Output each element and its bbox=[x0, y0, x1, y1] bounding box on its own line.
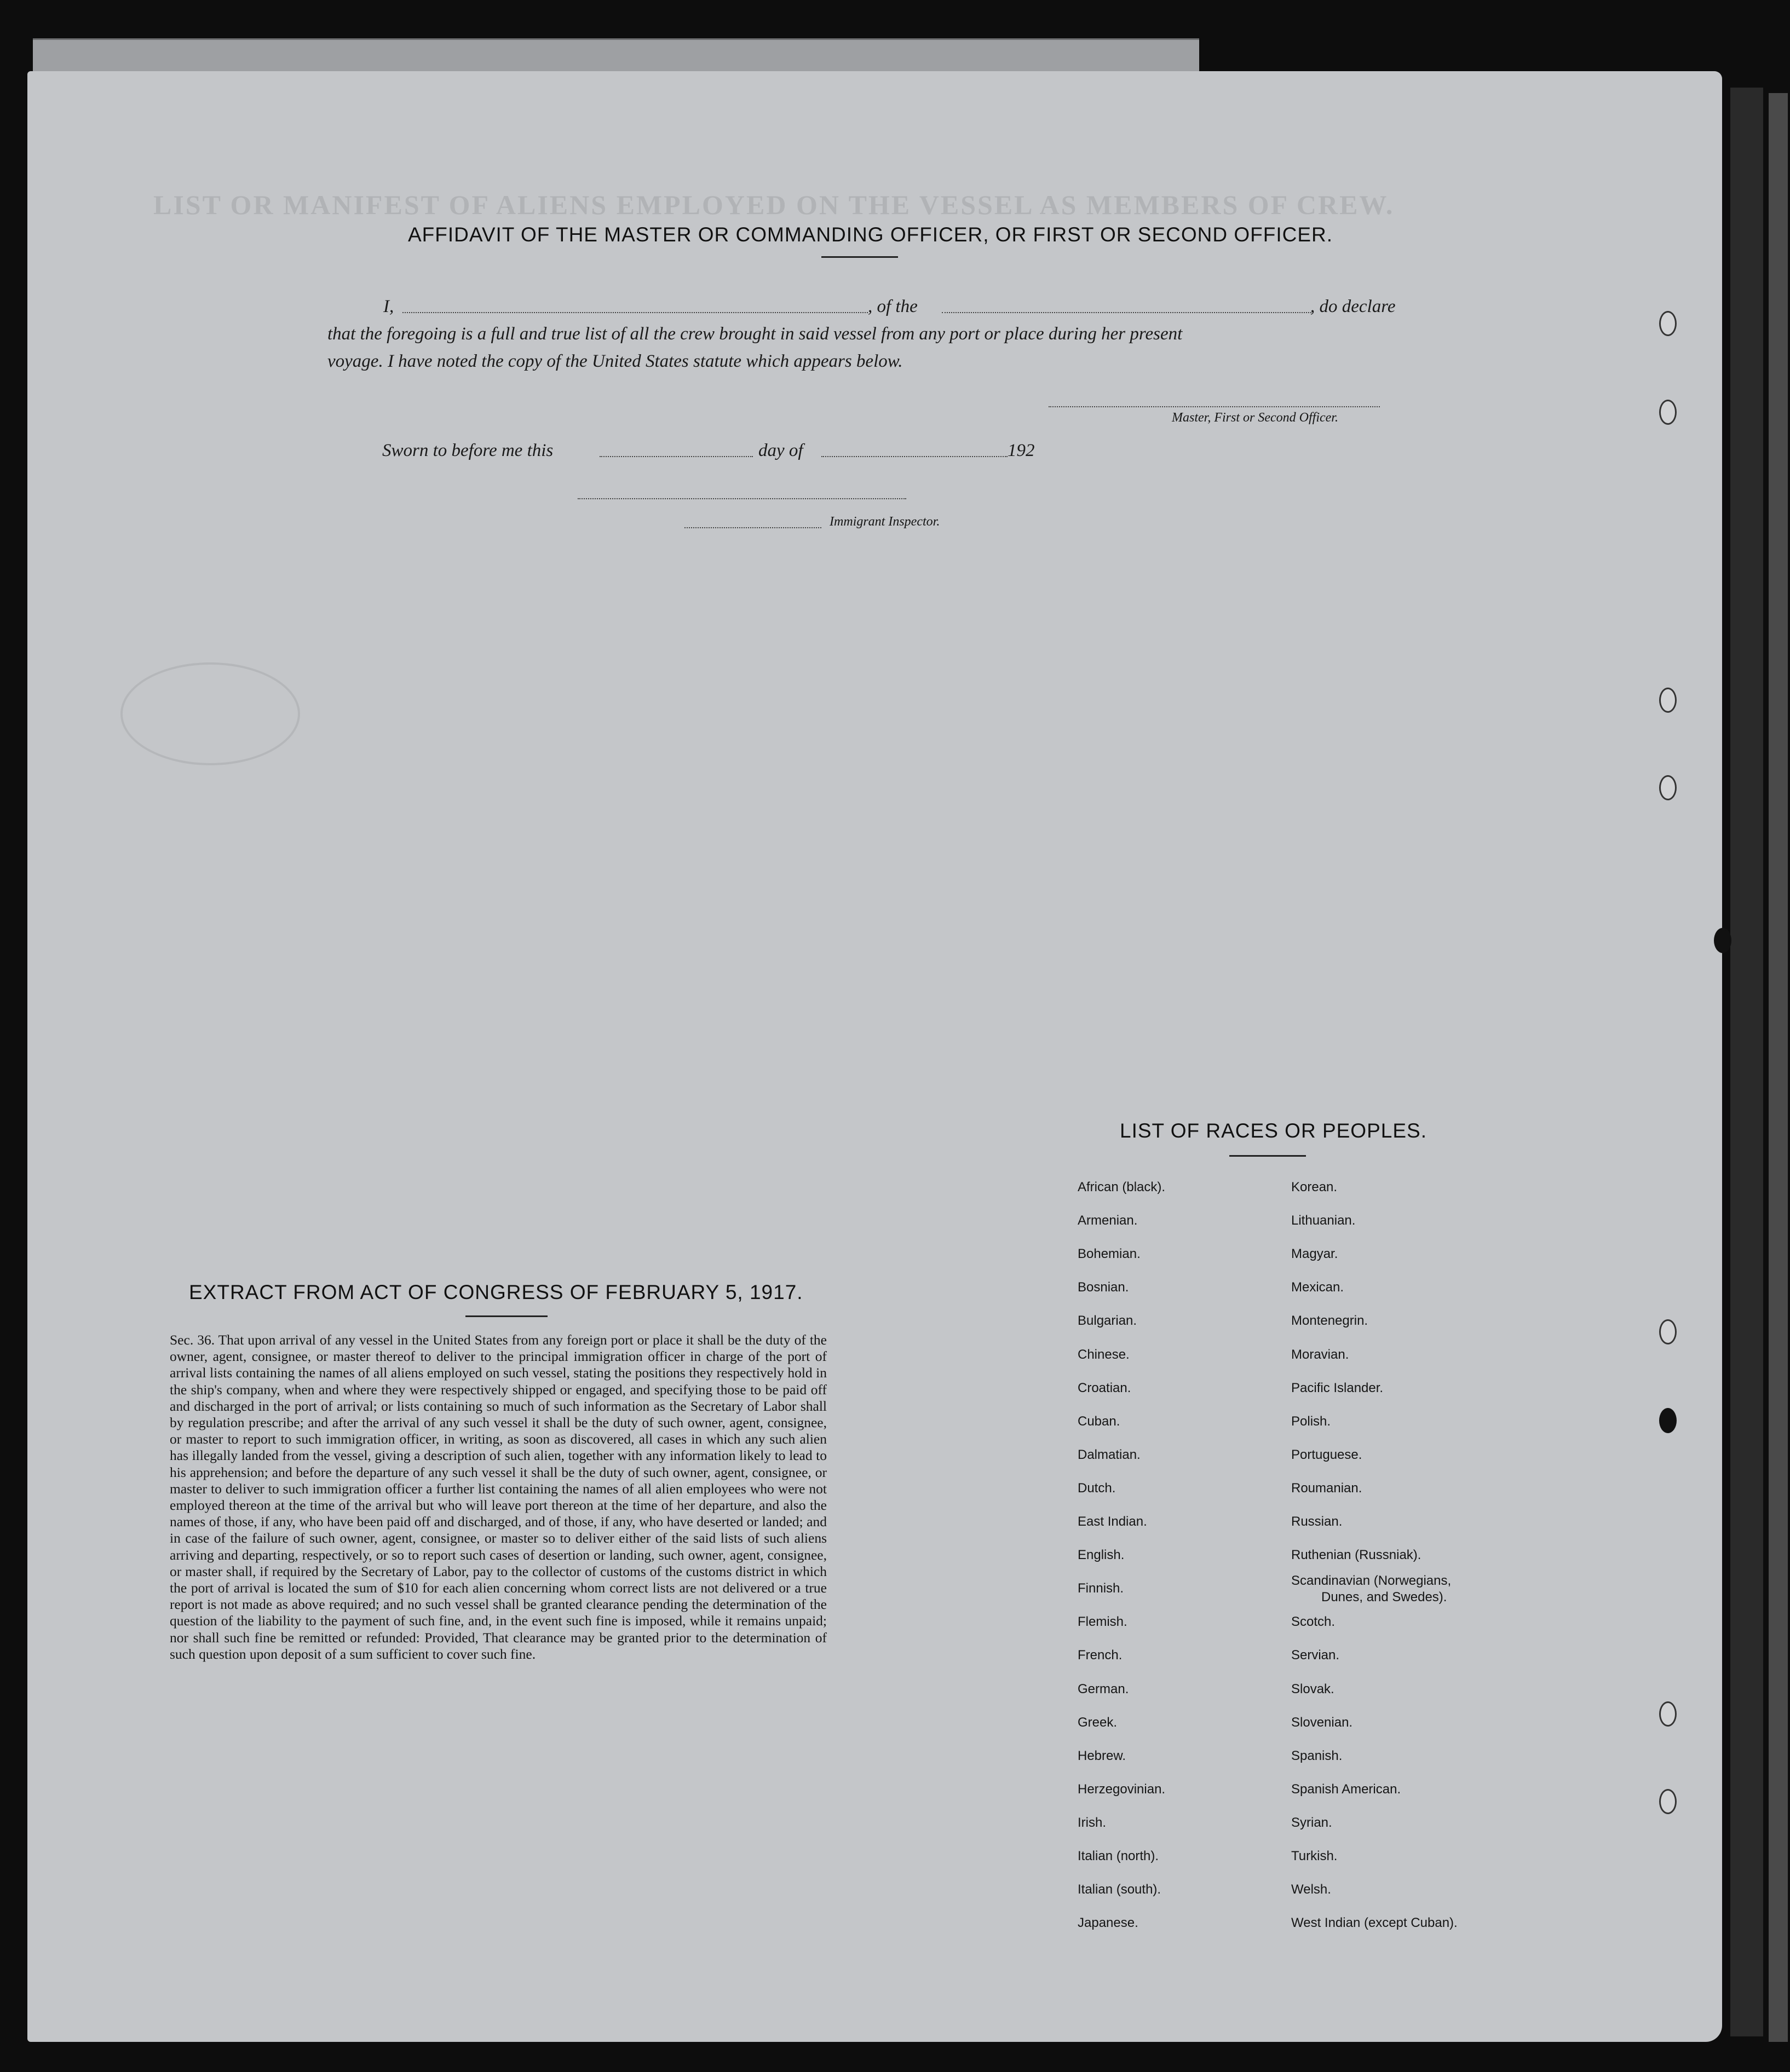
race-item: Dutch. bbox=[1078, 1480, 1116, 1496]
affidavit-i: I, bbox=[383, 297, 394, 316]
race-item: Servian. bbox=[1291, 1648, 1340, 1663]
race-item: Ruthenian (Russniak). bbox=[1291, 1548, 1421, 1563]
extract-title-rule bbox=[465, 1315, 548, 1317]
race-item: Italian (north). bbox=[1078, 1849, 1159, 1863]
race-item: Irish. bbox=[1078, 1815, 1107, 1830]
race-item: German. bbox=[1078, 1681, 1129, 1696]
race-item: Flemish. bbox=[1078, 1614, 1127, 1630]
race-item: Montenegrin. bbox=[1291, 1313, 1368, 1329]
binder-hole bbox=[1659, 775, 1677, 800]
race-item: Slovenian. bbox=[1291, 1715, 1353, 1730]
race-item: East Indian. bbox=[1078, 1514, 1147, 1529]
race-item: Dunes, and Swedes). bbox=[1321, 1590, 1447, 1605]
race-item: Magyar. bbox=[1291, 1246, 1338, 1262]
race-item: Korean. bbox=[1291, 1180, 1338, 1194]
binder-hole bbox=[1659, 1789, 1677, 1814]
binder-clip bbox=[1714, 928, 1731, 953]
extract-body: Sec. 36. That upon arrival of any vessel in the United States from any foreign port or place it shall be the duty of the owner, agent, consignee, or master thereof to deliver to the principal immigration officer in charge of the port of arrival lists containing the names of all aliens employed on such vessel, stating the positions they respectively hold in the ship's company, when and where they were respectively shipped or engaged, and specifying those to be paid off and discharged in the port of arrival; or lists containing so much of such information as the Secretary of Labor shall by regulation prescribe; and after the arrival of any such vessel it shall be the duty of such owner, agent, consignee, or master to report to such immigration officer, in writing, as soon as discovered, all cases in which any such alien has illegally landed from the vessel, giving a description of such alien, together with any information likely to lead to his apprehension; and before the departure of any such vessel it shall be the duty of such owner, agent, consignee, or master to deliver to such immigration officer a further list containing the names of all alien employees who were not employed thereon at the time of the arrival but who will leave port thereon at the time of her departure, and also the names of those, if any, who have been paid off and discharged, and of those, if any, who have deserted or landed; and in case of the failure of such owner, agent, consignee, or master so to deliver either of the said lists of such aliens arriving and departing, respectively, or so to report such cases of desertion or landing, such owner, agent, consignee, or master shall, if required by the Secretary of Labor, pay to the collector of customs of the customs district in which the port of arrival is located the sum of $10 for each alien concerning whom correct lists are not delivered or a true report is not made as above required; and no such vessel shall be granted clearance pending the determination of the question of the liability to the payment of such fine, and, in the event such fine is imposed, while it remains unpaid; nor shall such fine be remitted or refunded: Provided, That clearance may be granted prior to the determination of such question upon deposit of a sum sufficient to cover such fine. bbox=[170, 1332, 827, 1662]
race-item: West Indian (except Cuban). bbox=[1291, 1915, 1458, 1931]
race-item: Finnish. bbox=[1078, 1581, 1124, 1596]
sworn-day-blank bbox=[600, 456, 753, 457]
race-item: Turkish. bbox=[1291, 1849, 1338, 1863]
race-item: English. bbox=[1078, 1548, 1125, 1563]
race-item: Bosnian. bbox=[1078, 1280, 1129, 1295]
race-item: Greek. bbox=[1078, 1715, 1118, 1730]
race-item: African (black). bbox=[1078, 1180, 1166, 1194]
races-title-rule bbox=[1229, 1155, 1306, 1157]
race-item: Japanese. bbox=[1078, 1915, 1138, 1931]
binder-hole bbox=[1659, 1701, 1677, 1727]
affidavit-line-2: that the foregoing is a full and true list of all the crew brought in said vessel from any port or place during her present bbox=[327, 324, 1183, 344]
race-item: Russian. bbox=[1291, 1514, 1343, 1529]
binder-edge bbox=[1730, 88, 1763, 2036]
name-blank bbox=[402, 312, 868, 313]
binder-edge-outer bbox=[1769, 93, 1788, 2042]
race-item: Dalmatian. bbox=[1078, 1447, 1141, 1462]
race-item: Syrian. bbox=[1291, 1815, 1332, 1830]
master-signature-line bbox=[1049, 406, 1380, 407]
race-item: Roumanian. bbox=[1291, 1480, 1362, 1496]
binder-hole-dark bbox=[1659, 1408, 1677, 1433]
race-item: Hebrew. bbox=[1078, 1748, 1126, 1763]
bleed-through-title: LIST OR MANIFEST OF ALIENS EMPLOYED ON THE VESSEL AS MEMBERS OF CREW. bbox=[153, 189, 1395, 220]
binder-hole bbox=[1659, 400, 1677, 425]
race-item: Herzegovinian. bbox=[1078, 1781, 1166, 1797]
sworn-day: day of bbox=[758, 441, 803, 460]
race-item: Cuban. bbox=[1078, 1413, 1120, 1429]
inspector-label-leader bbox=[684, 527, 821, 528]
inspector-signature-line bbox=[578, 498, 906, 499]
race-item: French. bbox=[1078, 1648, 1123, 1663]
affidavit-declare: , do declare bbox=[1310, 297, 1396, 316]
race-item: Lithuanian. bbox=[1291, 1213, 1356, 1228]
race-item: Spanish. bbox=[1291, 1748, 1343, 1763]
race-item: Polish. bbox=[1291, 1413, 1331, 1429]
vessel-blank bbox=[942, 312, 1311, 313]
affidavit-title-rule bbox=[821, 256, 898, 258]
inspector-label: Immigrant Inspector. bbox=[830, 515, 940, 529]
race-item: Slovak. bbox=[1291, 1681, 1334, 1696]
binder-hole bbox=[1659, 688, 1677, 713]
race-item: Bohemian. bbox=[1078, 1246, 1141, 1262]
race-item: Croatian. bbox=[1078, 1380, 1131, 1395]
race-item: Mexican. bbox=[1291, 1280, 1344, 1295]
race-item: Spanish American. bbox=[1291, 1781, 1401, 1797]
race-item: Scotch. bbox=[1291, 1614, 1336, 1630]
master-label: Master, First or Second Officer. bbox=[1172, 411, 1338, 425]
affidavit-title: AFFIDAVIT OF THE MASTER OR COMMANDING OFFICER, OR FIRST OR SECOND OFFICER. bbox=[408, 223, 1333, 246]
race-item: Portuguese. bbox=[1291, 1447, 1362, 1462]
races-title: LIST OF RACES OR PEOPLES. bbox=[1120, 1119, 1427, 1142]
race-item: Scandinavian (Norwegians, bbox=[1291, 1573, 1452, 1589]
race-item: Italian (south). bbox=[1078, 1882, 1161, 1897]
race-item: Chinese. bbox=[1078, 1347, 1130, 1362]
race-item: Welsh. bbox=[1291, 1882, 1331, 1897]
sworn-year: 192 bbox=[1008, 441, 1035, 460]
extract-title: EXTRACT FROM ACT OF CONGRESS OF FEBRUARY 5, 1917. bbox=[189, 1281, 803, 1303]
sworn-prefix: Sworn to before me this bbox=[382, 441, 554, 460]
affidavit-of-the: , of the bbox=[868, 297, 918, 316]
sworn-month-blank bbox=[821, 456, 1008, 457]
race-item: Armenian. bbox=[1078, 1213, 1138, 1228]
binder-hole bbox=[1659, 1319, 1677, 1344]
affidavit-line-3: voyage. I have noted the copy of the United States statute which appears below. bbox=[327, 351, 903, 371]
race-item: Bulgarian. bbox=[1078, 1313, 1137, 1329]
race-item: Moravian. bbox=[1291, 1347, 1349, 1362]
binder-hole bbox=[1659, 311, 1677, 336]
faint-stamp bbox=[120, 662, 300, 765]
race-item: Pacific Islander. bbox=[1291, 1380, 1384, 1395]
